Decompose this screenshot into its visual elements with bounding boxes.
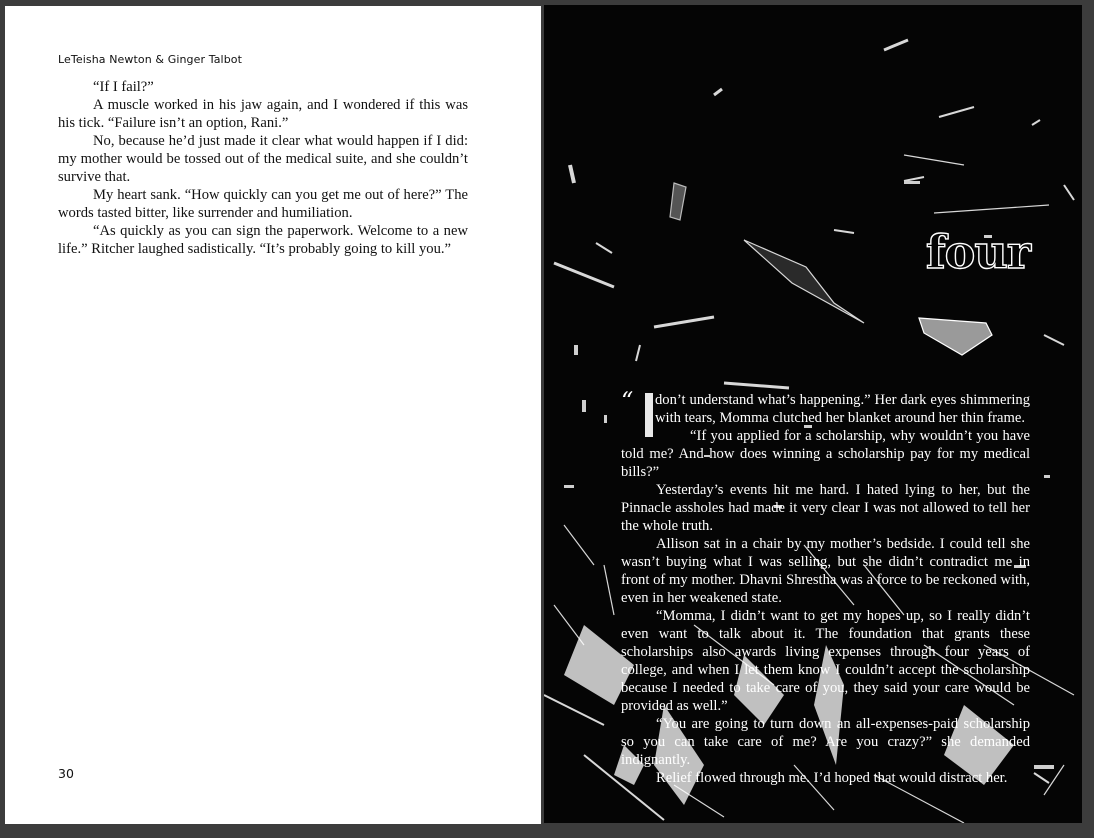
paragraph: Relief flowed through me. I’d hoped that would distract her. [656, 770, 1008, 786]
paragraph: My heart sank. “How quickly can you get me out of here?” The words tasted bitter, like surrender and humiliation. [58, 187, 468, 221]
paragraph: A muscle worked in his jaw again, and I wondered if this was his tick. “Failure isn’t an option, Rani.” [58, 97, 468, 131]
page-number: 30 [58, 766, 74, 781]
paragraph: “You are going to turn down an all-expenses-paid scholarship so you can take care of me? Are you crazy?” she demanded indignantly. [621, 716, 1030, 768]
drop-cap [621, 387, 655, 439]
chapter-title: four [925, 225, 1030, 279]
paragraph: Allison sat in a chair by my mother’s bedside. I could tell she wasn’t buying what I was selling, but she didn’t contradict me in front of my mother. Dhavni Shrestha was a force to be reckoned with, even in her weakened state. [621, 536, 1030, 606]
left-page-body [58, 78, 468, 258]
drop-cap-quote: “ [621, 387, 634, 415]
drop-cap-letter-i [645, 393, 653, 437]
opening-paragraph [621, 387, 1030, 427]
paragraph: “If I fail?” [93, 79, 154, 95]
paragraph: “As quickly as you can sign the paperwork. Welcome to a new life.” Ritcher laughed sadistically. “It’s probably going to kill you.” [58, 223, 468, 257]
right-page [544, 5, 1082, 823]
running-head: LeTeisha Newton & Ginger Talbot [58, 53, 243, 66]
paragraph: No, because he’d just made it clear what would happen if I did: my mother would be tossed out of the medical suite, and she couldn’t survive that. [58, 133, 468, 185]
paragraph-text: don’t understand what’s happening.” Her dark eyes shimmering with tears, Momma clutched her blanket around her thin frame. [655, 392, 1030, 426]
right-page-body [621, 387, 1030, 787]
paragraph: “If you applied for a scholarship, why wouldn’t you have told me? And how does winning a scholarship pay for my medical bills?” [621, 428, 1030, 480]
left-page [5, 6, 541, 824]
paragraph: “Momma, I didn’t want to get my hopes up, so I really didn’t even want to talk about it. The foundation that grants these scholarships also awards living expenses through four years of college, and when I let them know I couldn’t accept the scholarship because I needed to take care of you, they said your care would be provided as well.” [621, 608, 1030, 714]
paragraph: Yesterday’s events hit me hard. I hated lying to her, but the Pinnacle assholes had made it very clear I was not allowed to tell her the whole truth. [621, 482, 1030, 534]
